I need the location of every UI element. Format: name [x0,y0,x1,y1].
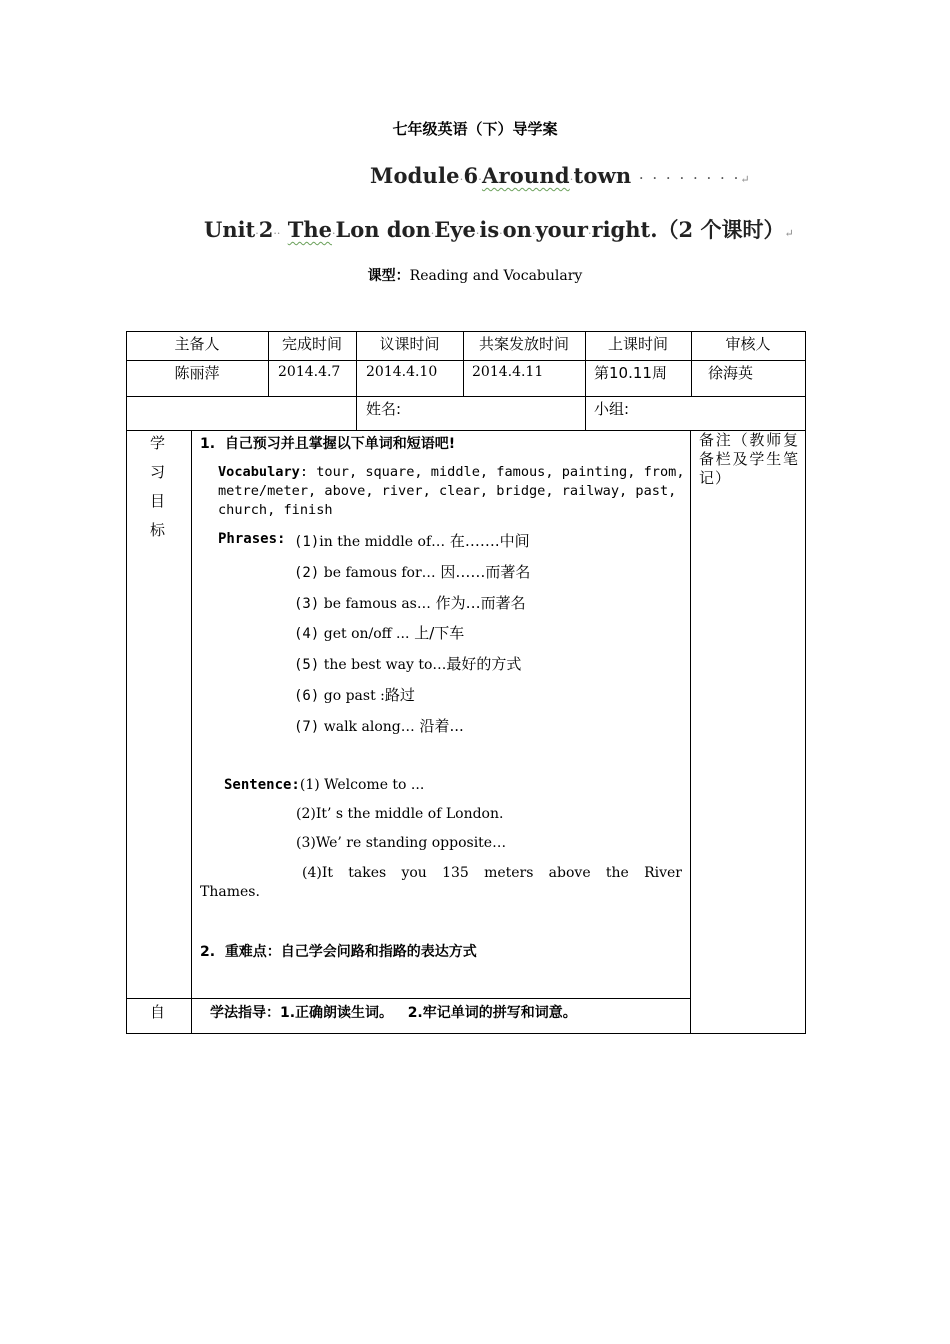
header-cell-preparer: 主备人 [174,335,220,353]
module-word: Module [370,163,460,188]
unit-word-your: your [535,217,588,242]
unit-number: 2 [258,217,274,242]
unit-word-on: on [502,217,532,242]
value-release-time: 2014.4.11 [472,364,544,380]
method-item-1: 1.正确朗读生词。 [280,1005,394,1021]
notes-label: 备注（教师复备栏及学生笔记） [699,431,799,487]
header-cell-review-time: 议课时间 [379,335,440,353]
header-cell-release-time: 共案发放时间 [478,335,569,353]
unit-word-london: Lon don [335,217,431,242]
phrase-item: (6) go past :路过 [294,686,415,704]
unit-word-right: right. [591,217,658,242]
header-cell-finish-time: 完成时间 [281,335,342,353]
value-review-time: 2014.4.10 [366,364,438,380]
unit-word-the: The [287,217,332,242]
unit-title: Unit·2·· The·Lon don·Eye·is·on·your·right.（2 个课时）↵ [204,217,794,242]
unit-word-is: is [479,217,500,242]
header-cell-reviewer: 审核人 [725,335,771,353]
paragraph-mark-icon: ↵ [784,227,794,240]
group-label: 小组: [594,400,630,418]
name-label: 姓名: [366,400,402,418]
sentence-line: (4)It takes you 135 meters above the River [302,865,682,881]
phrase-item: (1)in the middle of… 在…….中间 [294,532,530,550]
method-label: 学法指导： [210,1005,280,1021]
unit-word-eye: Eye [434,217,476,242]
method-side-label: 自 [150,1003,166,1021]
value-finish-time: 2014.4.7 [278,364,341,380]
value-preparer: 陈丽萍 [174,364,220,382]
page-title: 七年级英语（下）导学案 [392,120,558,138]
vocabulary-label: Vocabulary [218,464,300,480]
method-item-2: 2.牢记单词的拼写和词意。 [407,1005,577,1021]
course-type-value: Reading and Vocabulary [409,268,583,284]
phrase-item: (3) be famous as… 作为…而著名 [294,594,526,612]
sentence-line: (3)We’ re standing opposite… [296,835,507,851]
module-dots: · · · · · · · · [638,169,741,187]
sentence-line: Thames. [200,884,260,900]
phrase-item: (5) the best way to…最好的方式 [294,655,522,673]
vocabulary-line-3: church, finish [218,502,333,518]
phrase-item: (4) get on/off ... 上/下车 [294,624,465,642]
sentence-label: Sentence: [224,777,300,793]
module-word-town: town [573,163,632,188]
phrases-label: Phrases: [218,531,286,547]
sentence-line: Sentence:(1) Welcome to ... [224,777,425,793]
course-type [0,265,950,285]
unit-word: Unit [204,217,256,242]
phrase-item: (7) walk along… 沿着... [294,717,464,735]
sentence-line: (2)It’ s the middle of London. [296,806,504,822]
value-class-time: 第10.11周 [594,364,667,382]
paragraph-mark-icon: ↵ [740,173,750,186]
vocabulary-line-2: metre/meter, above, river, clear, bridge, railway, past, [218,483,677,499]
vocabulary-line-1: Vocabulary: tour, square, middle, famous, painting, from, [218,464,685,480]
section2-heading: 2. 重难点：自己学会问路和指路的表达方式 [200,944,477,960]
module-number: 6 [463,163,479,188]
unit-suffix: （2 个课时） [657,217,785,242]
header-cell-class-time: 上课时间 [607,335,668,353]
module-word-around: Around [481,163,570,188]
section1-heading: 1. 自己预习并且掌握以下单词和短语吧! [200,436,456,452]
method-guidance [210,1002,577,1022]
value-reviewer: 徐海英 [708,364,754,382]
phrase-item: (2) be famous for… 因……而著名 [294,563,531,581]
course-type-label: 课型： [367,268,410,284]
module-title: Module·6·Around·town · · · · · · · ·↵ [370,163,750,188]
